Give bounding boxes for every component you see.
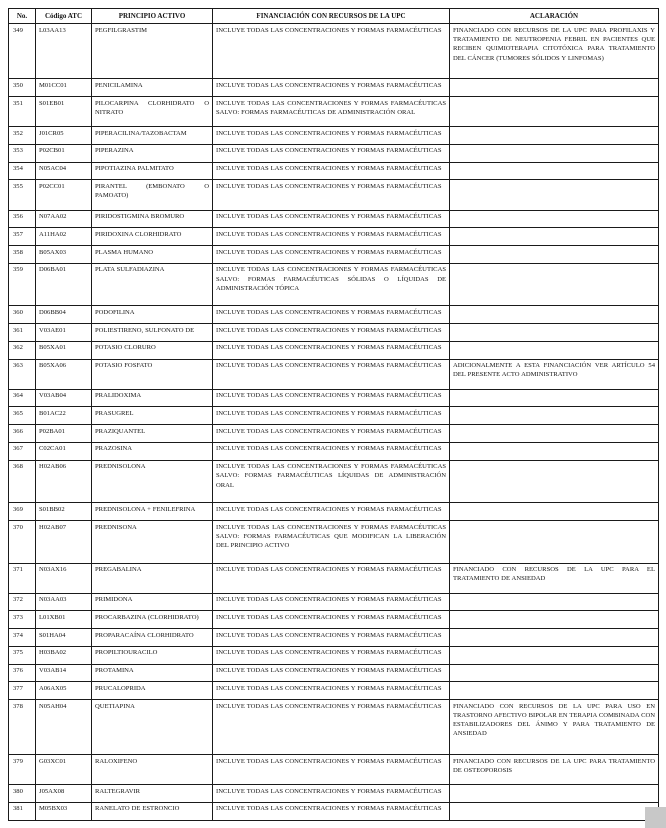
cell-principio-activo: PLASMA HUMANO (92, 246, 213, 264)
cell-aclaracion (450, 785, 659, 803)
cell-principio-activo: RALTEGRAVIR (92, 785, 213, 803)
cell-codigo-atc: P02CB01 (36, 144, 92, 162)
cell-financiacion: INCLUYE TODAS LAS CONCENTRACIONES Y FORMAS FARMACÉUTICAS (213, 144, 450, 162)
cell-no: 357 (9, 228, 36, 246)
table-row (9, 425, 659, 443)
cell-financiacion: INCLUYE TODAS LAS CONCENTRACIONES Y FORMAS FARMACÉUTICAS SALVO: FORMAS FARMACÉUTICAS LÍQUIDAS DE ADMINISTRACIÓN ORAL (213, 460, 450, 503)
cell-aclaracion (450, 629, 659, 647)
cell-codigo-atc: H03BA02 (36, 646, 92, 664)
table-row (9, 646, 659, 664)
table-row (9, 263, 659, 306)
cell-principio-activo: PENICILAMINA (92, 79, 213, 97)
cell-principio-activo: PRASUGREL (92, 407, 213, 425)
cell-codigo-atc: A06AX05 (36, 682, 92, 700)
cell-principio-activo: PROPILTIOURACILO (92, 646, 213, 664)
table-row (9, 389, 659, 407)
table-row (9, 611, 659, 629)
cell-codigo-atc: B05AX03 (36, 246, 92, 264)
cell-aclaracion (450, 442, 659, 460)
table-row (9, 521, 659, 564)
cell-no: 352 (9, 127, 36, 145)
cell-financiacion: INCLUYE TODAS LAS CONCENTRACIONES Y FORMAS FARMACÉUTICAS (213, 246, 450, 264)
cell-aclaracion (450, 407, 659, 425)
cell-principio-activo: RANELATO DE ESTRONCIO (92, 802, 213, 820)
cell-no: 368 (9, 460, 36, 503)
cell-financiacion: INCLUYE TODAS LAS CONCENTRACIONES Y FORMAS FARMACÉUTICAS (213, 324, 450, 342)
cell-financiacion: INCLUYE TODAS LAS CONCENTRACIONES Y FORMAS FARMACÉUTICAS SALVO: FORMAS FARMACÉUTICAS SÓLIDAS O LÍQUIDAS DE ADMINISTRACIÓN TÓPICA (213, 263, 450, 306)
table-row (9, 460, 659, 503)
scroll-corner-artifact (645, 807, 666, 828)
cell-no: 367 (9, 442, 36, 460)
cell-codigo-atc: N03AX16 (36, 563, 92, 593)
cell-aclaracion: FINANCIADO CON RECURSOS DE LA UPC PARA EL TRATAMIENTO DE ANSIEDAD (450, 563, 659, 593)
cell-no: 364 (9, 389, 36, 407)
cell-codigo-atc: S01HA04 (36, 629, 92, 647)
cell-principio-activo: PRALIDOXIMA (92, 389, 213, 407)
cell-codigo-atc: D06BA01 (36, 263, 92, 306)
table-row (9, 407, 659, 425)
table-row (9, 144, 659, 162)
cell-aclaracion (450, 341, 659, 359)
cell-no: 366 (9, 425, 36, 443)
cell-no: 363 (9, 359, 36, 389)
cell-financiacion: INCLUYE TODAS LAS CONCENTRACIONES Y FORMAS FARMACÉUTICAS (213, 629, 450, 647)
cell-no: 354 (9, 162, 36, 180)
cell-codigo-atc: H02AB06 (36, 460, 92, 503)
cell-financiacion: INCLUYE TODAS LAS CONCENTRACIONES Y FORMAS FARMACÉUTICAS (213, 700, 450, 755)
col-header-financiacion: FINANCIACIÓN CON RECURSOS DE LA UPC (213, 9, 450, 24)
cell-principio-activo: RALOXIFENO (92, 755, 213, 785)
table-row (9, 629, 659, 647)
cell-no: 379 (9, 755, 36, 785)
cell-financiacion: INCLUYE TODAS LAS CONCENTRACIONES Y FORMAS FARMACÉUTICAS (213, 341, 450, 359)
cell-principio-activo: PIRIDOSTIGMINA BROMURO (92, 210, 213, 228)
cell-aclaracion (450, 210, 659, 228)
cell-codigo-atc: V03AE01 (36, 324, 92, 342)
table-row (9, 563, 659, 593)
cell-no: 359 (9, 263, 36, 306)
cell-principio-activo: POTASIO CLORURO (92, 341, 213, 359)
cell-codigo-atc: M05BX03 (36, 802, 92, 820)
cell-financiacion: INCLUYE TODAS LAS CONCENTRACIONES Y FORMAS FARMACÉUTICAS (213, 563, 450, 593)
cell-no: 370 (9, 521, 36, 564)
cell-codigo-atc: J05AX08 (36, 785, 92, 803)
table-row (9, 503, 659, 521)
cell-codigo-atc: B05XA06 (36, 359, 92, 389)
cell-aclaracion (450, 521, 659, 564)
cell-financiacion: INCLUYE TODAS LAS CONCENTRACIONES Y FORMAS FARMACÉUTICAS (213, 24, 450, 79)
cell-codigo-atc: H02AB07 (36, 521, 92, 564)
cell-no: 353 (9, 144, 36, 162)
cell-financiacion: INCLUYE TODAS LAS CONCENTRACIONES Y FORMAS FARMACÉUTICAS SALVO: FORMAS FARMACÉUTICAS DE ADMINISTRACIÓN ORAL (213, 97, 450, 127)
cell-codigo-atc: N05AH04 (36, 700, 92, 755)
table-row (9, 180, 659, 210)
cell-principio-activo: PRUCALOPRIDA (92, 682, 213, 700)
cell-no: 355 (9, 180, 36, 210)
cell-principio-activo: PODOFILINA (92, 306, 213, 324)
cell-aclaracion: ADICIONALMENTE A ESTA FINANCIACIÓN VER ARTÍCULO 54 DEL PRESENTE ACTO ADMINISTRATIVO (450, 359, 659, 389)
cell-aclaracion: FINANCIADO CON RECURSOS DE LA UPC PARA USO EN TRASTORNO AFECTIVO BIPOLAR EN TERAPIA COMBINADA CON ESTABILIZADORES DEL ÁNIMO Y PARA TRATAMIENTO DE ANSIEDAD (450, 700, 659, 755)
col-header-aclaracion: ACLARACIÓN (450, 9, 659, 24)
cell-aclaracion (450, 144, 659, 162)
table-row (9, 79, 659, 97)
cell-no: 372 (9, 593, 36, 611)
cell-aclaracion (450, 611, 659, 629)
cell-aclaracion (450, 97, 659, 127)
cell-codigo-atc: N07AA02 (36, 210, 92, 228)
cell-codigo-atc: G03XC01 (36, 755, 92, 785)
table-row (9, 785, 659, 803)
cell-principio-activo: POLIESTIRENO, SULFONATO DE (92, 324, 213, 342)
cell-no: 377 (9, 682, 36, 700)
cell-principio-activo: PROCARBAZINA (CLORHIDRATO) (92, 611, 213, 629)
cell-no: 376 (9, 664, 36, 682)
cell-principio-activo: PIRANTEL (EMBONATO O PAMOATO) (92, 180, 213, 210)
cell-no: 360 (9, 306, 36, 324)
cell-aclaracion (450, 263, 659, 306)
cell-aclaracion (450, 306, 659, 324)
cell-financiacion: INCLUYE TODAS LAS CONCENTRACIONES Y FORMAS FARMACÉUTICAS (213, 682, 450, 700)
cell-financiacion: INCLUYE TODAS LAS CONCENTRACIONES Y FORMAS FARMACÉUTICAS (213, 755, 450, 785)
col-header-principio-activo: PRINCIPIO ACTIVO (92, 9, 213, 24)
cell-aclaracion (450, 503, 659, 521)
table-header (9, 9, 659, 24)
cell-principio-activo: PREGABALINA (92, 563, 213, 593)
cell-codigo-atc: D06BB04 (36, 306, 92, 324)
cell-no: 380 (9, 785, 36, 803)
cell-financiacion: INCLUYE TODAS LAS CONCENTRACIONES Y FORMAS FARMACÉUTICAS (213, 593, 450, 611)
cell-financiacion: INCLUYE TODAS LAS CONCENTRACIONES Y FORMAS FARMACÉUTICAS (213, 228, 450, 246)
cell-principio-activo: PLATA SULFADIAZINA (92, 263, 213, 306)
cell-principio-activo: PREDNISOLONA + FENILEFRINA (92, 503, 213, 521)
cell-no: 361 (9, 324, 36, 342)
cell-codigo-atc: P02CC01 (36, 180, 92, 210)
cell-financiacion: INCLUYE TODAS LAS CONCENTRACIONES Y FORMAS FARMACÉUTICAS (213, 210, 450, 228)
cell-codigo-atc: C02CA01 (36, 442, 92, 460)
table-row (9, 755, 659, 785)
cell-principio-activo: PRAZOSINA (92, 442, 213, 460)
cell-principio-activo: POTASIO FOSFATO (92, 359, 213, 389)
cell-no: 351 (9, 97, 36, 127)
cell-financiacion: INCLUYE TODAS LAS CONCENTRACIONES Y FORMAS FARMACÉUTICAS (213, 785, 450, 803)
cell-financiacion: INCLUYE TODAS LAS CONCENTRACIONES Y FORMAS FARMACÉUTICAS (213, 802, 450, 820)
cell-no: 356 (9, 210, 36, 228)
cell-financiacion: INCLUYE TODAS LAS CONCENTRACIONES Y FORMAS FARMACÉUTICAS SALVO: FORMAS FARMACÉUTICAS QUE MODIFICAN LA LIBERACIÓN DEL PRINCIPIO ACTIVO (213, 521, 450, 564)
cell-aclaracion (450, 79, 659, 97)
cell-principio-activo: PREDNISONA (92, 521, 213, 564)
cell-codigo-atc: S01EB01 (36, 97, 92, 127)
cell-aclaracion (450, 228, 659, 246)
cell-no: 378 (9, 700, 36, 755)
cell-aclaracion (450, 127, 659, 145)
cell-principio-activo: PROTAMINA (92, 664, 213, 682)
table-row (9, 682, 659, 700)
medications-table (8, 8, 659, 821)
cell-principio-activo: PILOCARPINA CLORHIDRATO O NITRATO (92, 97, 213, 127)
cell-principio-activo: PREDNISOLONA (92, 460, 213, 503)
cell-codigo-atc: S01BB02 (36, 503, 92, 521)
cell-principio-activo: QUETIAPINA (92, 700, 213, 755)
cell-no: 350 (9, 79, 36, 97)
table-row (9, 802, 659, 820)
cell-financiacion: INCLUYE TODAS LAS CONCENTRACIONES Y FORMAS FARMACÉUTICAS (213, 611, 450, 629)
cell-principio-activo: PIPERACILINA/TAZOBACTAM (92, 127, 213, 145)
cell-aclaracion: FINANCIADO CON RECURSOS DE LA UPC PARA PROFILAXIS Y TRATAMIENTO DE NEUTROPENIA FEBRIL EN PACIENTES QUE RECIBEN QUIMIOTERAPIA CITOTÓXICA PARA TRATAMIENTO DEL CÁNCER (TUMORES SÓLIDOS Y LINFOMAS) (450, 24, 659, 79)
cell-codigo-atc: B05XA01 (36, 341, 92, 359)
cell-no: 362 (9, 341, 36, 359)
col-header-codigo-atc: Código ATC (36, 9, 92, 24)
cell-financiacion: INCLUYE TODAS LAS CONCENTRACIONES Y FORMAS FARMACÉUTICAS (213, 389, 450, 407)
cell-financiacion: INCLUYE TODAS LAS CONCENTRACIONES Y FORMAS FARMACÉUTICAS (213, 407, 450, 425)
header-row (9, 9, 659, 24)
table-row (9, 306, 659, 324)
cell-codigo-atc: B01AC22 (36, 407, 92, 425)
cell-financiacion: INCLUYE TODAS LAS CONCENTRACIONES Y FORMAS FARMACÉUTICAS (213, 503, 450, 521)
cell-principio-activo: PROPARACAÍNA CLORHIDRATO (92, 629, 213, 647)
cell-aclaracion (450, 460, 659, 503)
cell-aclaracion (450, 593, 659, 611)
table-body (9, 24, 659, 821)
cell-financiacion: INCLUYE TODAS LAS CONCENTRACIONES Y FORMAS FARMACÉUTICAS (213, 180, 450, 210)
cell-principio-activo: PIPOTIAZINA PALMITATO (92, 162, 213, 180)
cell-principio-activo: PRIMIDONA (92, 593, 213, 611)
table-row (9, 228, 659, 246)
cell-principio-activo: PRAZIQUANTEL (92, 425, 213, 443)
cell-codigo-atc: P02BA01 (36, 425, 92, 443)
cell-no: 358 (9, 246, 36, 264)
cell-no: 375 (9, 646, 36, 664)
cell-aclaracion (450, 246, 659, 264)
table-row (9, 664, 659, 682)
cell-aclaracion (450, 682, 659, 700)
cell-no: 381 (9, 802, 36, 820)
cell-codigo-atc: A11HA02 (36, 228, 92, 246)
cell-codigo-atc: J01CR05 (36, 127, 92, 145)
cell-no: 373 (9, 611, 36, 629)
cell-codigo-atc: V03AB04 (36, 389, 92, 407)
cell-financiacion: INCLUYE TODAS LAS CONCENTRACIONES Y FORMAS FARMACÉUTICAS (213, 127, 450, 145)
table-row (9, 324, 659, 342)
table-row (9, 246, 659, 264)
table-row (9, 97, 659, 127)
cell-financiacion: INCLUYE TODAS LAS CONCENTRACIONES Y FORMAS FARMACÉUTICAS (213, 425, 450, 443)
cell-codigo-atc: N03AA03 (36, 593, 92, 611)
table-row (9, 442, 659, 460)
table-row (9, 359, 659, 389)
cell-aclaracion (450, 664, 659, 682)
cell-codigo-atc: V03AB14 (36, 664, 92, 682)
cell-no: 369 (9, 503, 36, 521)
cell-aclaracion (450, 389, 659, 407)
cell-no: 349 (9, 24, 36, 79)
cell-principio-activo: PIPERAZINA (92, 144, 213, 162)
cell-codigo-atc: N05AC04 (36, 162, 92, 180)
cell-no: 365 (9, 407, 36, 425)
cell-financiacion: INCLUYE TODAS LAS CONCENTRACIONES Y FORMAS FARMACÉUTICAS (213, 442, 450, 460)
table-row (9, 127, 659, 145)
table-row (9, 593, 659, 611)
table-row (9, 24, 659, 79)
cell-aclaracion (450, 802, 659, 820)
cell-financiacion: INCLUYE TODAS LAS CONCENTRACIONES Y FORMAS FARMACÉUTICAS (213, 79, 450, 97)
table-row (9, 700, 659, 755)
table-row (9, 210, 659, 228)
cell-financiacion: INCLUYE TODAS LAS CONCENTRACIONES Y FORMAS FARMACÉUTICAS (213, 359, 450, 389)
cell-codigo-atc: M01CC01 (36, 79, 92, 97)
cell-financiacion: INCLUYE TODAS LAS CONCENTRACIONES Y FORMAS FARMACÉUTICAS (213, 306, 450, 324)
table-row (9, 341, 659, 359)
cell-aclaracion (450, 646, 659, 664)
cell-codigo-atc: L03AA13 (36, 24, 92, 79)
cell-codigo-atc: L01XB01 (36, 611, 92, 629)
cell-financiacion: INCLUYE TODAS LAS CONCENTRACIONES Y FORMAS FARMACÉUTICAS (213, 162, 450, 180)
cell-aclaracion (450, 180, 659, 210)
cell-aclaracion (450, 324, 659, 342)
cell-principio-activo: PIRIDOXINA CLORHIDRATO (92, 228, 213, 246)
cell-financiacion: INCLUYE TODAS LAS CONCENTRACIONES Y FORMAS FARMACÉUTICAS (213, 646, 450, 664)
cell-no: 371 (9, 563, 36, 593)
cell-aclaracion (450, 162, 659, 180)
cell-no: 374 (9, 629, 36, 647)
cell-principio-activo: PEGFILGRASTIM (92, 24, 213, 79)
table-row (9, 162, 659, 180)
col-header-no: No. (9, 9, 36, 24)
cell-aclaracion (450, 425, 659, 443)
cell-financiacion: INCLUYE TODAS LAS CONCENTRACIONES Y FORMAS FARMACÉUTICAS (213, 664, 450, 682)
cell-aclaracion: FINANCIADO CON RECURSOS DE LA UPC PARA TRATAMIENTO DE OSTEOPOROSIS (450, 755, 659, 785)
